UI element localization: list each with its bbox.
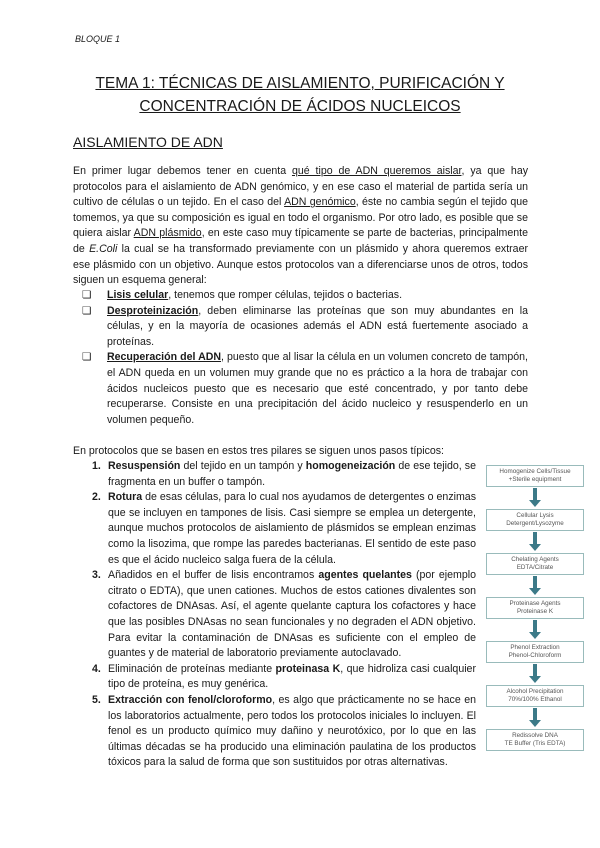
checkbox-bullet-icon: ❏ <box>82 289 92 301</box>
list-item: ❏ Desproteinización, deben eliminarse las proteínas que son muy abundantes en la células, y en la mayoría de ocasiones además el ADN está fuertemente asociado a proteínas. <box>82 304 528 348</box>
step-number: 5. <box>92 693 101 706</box>
step-number: 4. <box>92 662 101 675</box>
arrow-down-icon <box>486 663 584 685</box>
section-heading: AISLAMIENTO DE ADN <box>73 134 223 150</box>
flowchart-step: Chelating Agents EDTA/Citrate <box>486 553 584 575</box>
arrow-down-icon <box>486 707 584 729</box>
checkbox-bullet-icon: ❏ <box>82 304 92 317</box>
flowchart-step: Proteinase Agents Proteinase K <box>486 597 584 619</box>
list-item: ❏ Lisis celular, tenemos que romper células, tejidos o bacterias. <box>82 288 528 304</box>
title-line: TEMA 1: TÉCNICAS DE AISLAMIENTO, PURIFICACIÓN Y <box>95 75 505 92</box>
running-header: BLOQUE 1 <box>75 34 121 44</box>
steps-intro: En protocolos que se basen en estos tres pilares se siguen unos pasos típicos: <box>73 445 445 457</box>
flowchart-step: Redissolve DNA TE Buffer (Tris EDTA) <box>486 729 584 751</box>
step-number: 1. <box>92 460 101 472</box>
flowchart-step: Phenol Extraction Phenol-Chloroform <box>486 641 584 663</box>
arrow-down-icon <box>486 575 584 597</box>
bullet-list <box>82 288 528 428</box>
step-number: 3. <box>92 569 101 582</box>
step-item: 5. Extracción con fenol/cloroformo, es algo que prácticamente no se hace en los laboratorios actualmente, pero todos los protocolos iniciales lo incluyen. El fenol es un producto químico muy dañino y neurotóxico, por lo que en las últimas décadas se ha producido una eliminación paulatina de los productos tóxicos para la salud de forma que son sustituidos por otras alternativas. <box>92 693 476 769</box>
step-item: 1. Resuspensión del tejido en un tampón y homogeneización de ese tejido, se fragmenta en un buffer o tampón. <box>92 460 476 488</box>
step-item: 2. Rotura de esas células, para lo cual nos ayudamos de detergentes o enzimas que se incluyen en tampones de lisis. Casi siempre se emplea un detergente, aunque muchos protocolos de aislamiento de plásmidos se emplean enzimas como la lisozima, que rompe las paredes bacterianas. El sentido de este paso es que el ácido nucleico salga fuera de la célula. <box>92 491 476 566</box>
step-item: 3. Añadidos en el buffer de lisis encontramos agentes quelantes (por ejemplo citrato o EDTA), que unen cationes. Muchos de estos cationes divalentes son cofactores de DNAsas. Así, el agente quelante captura los cofactores y hace que las posibles DNAsas no sean funcionales y no degraden el ADN objetivo. Para evitar la contaminación de DNAsas es suficiente con el empleo de guantes y de material de laboratorio previamente autoclavado. <box>92 569 476 660</box>
checkbox-bullet-icon: ❏ <box>82 351 92 364</box>
flowchart-step: Alcohol Precipitation 70%/100% Ethanol <box>486 685 584 707</box>
page-title <box>60 72 540 118</box>
arrow-down-icon <box>486 531 584 553</box>
flowchart-step: Cellular Lysis Detergent/Lysozyme <box>486 509 584 531</box>
flowchart-figure <box>486 465 584 751</box>
list-item: ❏ Recuperación del ADN, puesto que al lisar la célula en un volumen concreto de tampón, el ADN queda en un volumen muy grande que no es práctico a la hora de trabajar con ácidos nucleicos puesto que es necesario que esté concentrado, y por tanto debe recuperarse. Consiste en una precipitación del ácido nucleico y resuspenderlo en un volumen pequeño. <box>82 351 528 426</box>
numbered-steps <box>92 459 476 771</box>
step-number: 2. <box>92 491 101 504</box>
arrow-down-icon <box>486 487 584 509</box>
arrow-down-icon <box>486 619 584 641</box>
intro-paragraph: En primer lugar debemos tener en cuenta qué tipo de ADN queremos aislar, ya que hay protocolos para el aislamiento de ADN genómico, y en ese caso el material de partida sería un cultivo de células o un tejido. En el caso del ADN genómico, éste no cambia según el tejido que tomemos, ya que su composición es igual en todo el organismo. Por otro lado, es posible que se quiera aislar ADN plásmido, en este caso muy típicamente se parte de bacterias, principalmente de E.Coli la cual se ha transformado previamente con un plásmido y ahora queremos extraer ese plásmido con un objetivo. Aunque estos protocolos van a diferenciarse unos de otros, todos siguen un esquema general: <box>73 165 529 287</box>
title-line: CONCENTRACIÓN DE ÁCIDOS NUCLEICOS <box>139 98 461 115</box>
step-item: 4. Eliminación de proteínas mediante proteinasa K, que hidroliza casi cualquier tipo de proteína, es muy genérica. <box>92 662 476 691</box>
flowchart-step: Homogenize Cells/Tissue +Sterile equipment <box>486 465 584 487</box>
